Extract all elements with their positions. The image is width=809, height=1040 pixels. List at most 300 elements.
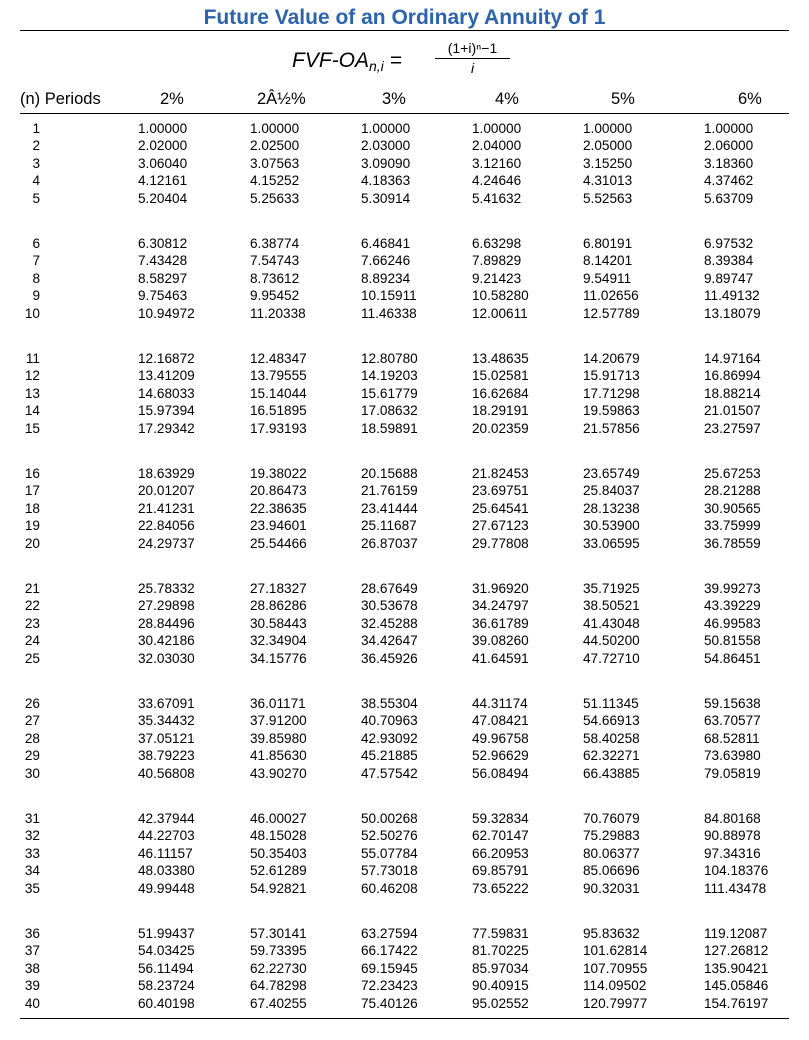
value-cell: 1.00000 [138, 121, 188, 136]
value-cell: 97.34316 [704, 845, 761, 861]
value-cell: 9.54911 [583, 270, 632, 286]
table-row [0, 730, 809, 747]
value-cell: 23.41444 [361, 500, 418, 516]
value-cell: 50.00268 [361, 811, 418, 826]
value-cell: 13.18079 [704, 305, 761, 321]
table-row [0, 827, 809, 844]
table-row [0, 535, 809, 552]
table-row [0, 650, 809, 667]
table-row [0, 765, 809, 782]
fraction-bar [435, 58, 510, 59]
value-cell: 8.14201 [583, 253, 633, 269]
formula [0, 38, 809, 88]
value-cell: 90.88978 [704, 828, 761, 844]
value-cell: 18.88214 [704, 385, 761, 401]
formula-numerator: (1+i)ⁿ−1 [447, 40, 498, 56]
table-row [0, 305, 809, 322]
value-cell: 25.78332 [138, 581, 195, 596]
period-cell: 29 [24, 748, 40, 764]
period-group [0, 120, 809, 235]
table-row [0, 350, 809, 367]
period-cell: 38 [24, 960, 40, 976]
value-cell: 135.90421 [704, 960, 769, 976]
period-cell: 23 [24, 615, 40, 631]
value-cell: 1.00000 [583, 121, 633, 136]
value-cell: 54.03425 [138, 943, 195, 959]
value-cell: 37.91200 [250, 713, 307, 729]
value-cell: 4.12161 [138, 173, 188, 189]
value-cell: 101.62814 [583, 943, 648, 959]
value-cell: 10.15911 [361, 288, 417, 304]
period-cell: 25 [24, 650, 40, 666]
value-cell: 119.12087 [704, 926, 768, 941]
value-cell: 68.52811 [704, 730, 760, 746]
value-cell: 30.53900 [583, 518, 640, 534]
period-cell: 19 [24, 518, 40, 534]
value-cell: 58.23724 [138, 978, 195, 994]
value-cell: 34.15776 [250, 650, 307, 666]
column-header-rate: 2% [160, 90, 184, 108]
value-cell: 66.20953 [472, 845, 529, 861]
value-cell: 18.29191 [472, 403, 529, 419]
period-cell: 11 [25, 351, 40, 366]
value-cell: 27.18327 [250, 581, 307, 596]
value-cell: 42.93092 [361, 730, 418, 746]
value-cell: 20.02359 [472, 420, 529, 436]
period-cell: 21 [24, 581, 40, 596]
value-cell: 41.64591 [472, 650, 529, 666]
value-cell: 52.96629 [472, 748, 529, 764]
value-cell: 14.19203 [361, 368, 418, 384]
table-row [0, 172, 809, 189]
column-header-rate: 4% [495, 90, 519, 108]
table-row [0, 155, 809, 172]
top-rule [20, 30, 789, 31]
value-cell: 30.42186 [138, 633, 195, 649]
value-cell: 19.38022 [250, 466, 307, 481]
value-cell: 23.69751 [472, 483, 529, 499]
value-cell: 54.86451 [704, 650, 761, 666]
value-cell: 30.53678 [361, 598, 418, 614]
period-cell: 8 [32, 270, 40, 286]
value-cell: 54.66913 [583, 713, 640, 729]
value-cell: 75.40126 [361, 995, 418, 1011]
value-cell: 15.97394 [138, 403, 195, 419]
period-cell: 22 [24, 598, 40, 614]
table-row [0, 137, 809, 154]
value-cell: 32.34904 [250, 633, 307, 649]
value-cell: 79.05819 [704, 765, 761, 781]
period-cell: 6 [32, 236, 40, 251]
period-cell: 18 [24, 500, 40, 516]
value-cell: 4.24646 [472, 173, 522, 189]
table-header [0, 88, 809, 110]
value-cell: 2.03000 [361, 138, 411, 154]
value-cell: 25.64541 [472, 500, 529, 516]
value-cell: 60.46208 [361, 880, 418, 896]
period-cell: 24 [24, 633, 40, 649]
value-cell: 17.29342 [138, 420, 195, 436]
value-cell: 11.49132 [704, 288, 760, 304]
value-cell: 2.04000 [472, 138, 522, 154]
column-header-rate: 5% [611, 90, 635, 108]
value-cell: 80.06377 [583, 845, 640, 861]
value-cell: 3.18360 [704, 155, 754, 171]
table-row [0, 270, 809, 287]
value-cell: 15.91713 [583, 368, 640, 384]
value-cell: 62.22730 [250, 960, 307, 976]
value-cell: 1.00000 [472, 121, 522, 136]
formula-fraction [435, 39, 510, 76]
table-row [0, 695, 809, 712]
value-cell: 14.68033 [138, 385, 195, 401]
period-cell: 12 [24, 368, 40, 384]
value-cell: 21.82453 [472, 466, 529, 481]
formula-lhs-main: FVF-OA [292, 49, 369, 72]
value-cell: 38.79223 [138, 748, 195, 764]
table-row [0, 845, 809, 862]
value-cell: 9.95452 [250, 288, 300, 304]
period-cell: 9 [32, 288, 40, 304]
value-cell: 21.57856 [583, 420, 640, 436]
value-cell: 40.56808 [138, 765, 195, 781]
value-cell: 12.57789 [583, 305, 640, 321]
value-cell: 1.00000 [361, 121, 411, 136]
value-cell: 90.32031 [583, 880, 640, 896]
value-cell: 9.89747 [704, 270, 754, 286]
value-cell: 4.18363 [361, 173, 411, 189]
value-cell: 5.30914 [361, 190, 411, 206]
value-cell: 6.38774 [250, 236, 300, 251]
value-cell: 107.70955 [583, 960, 648, 976]
value-cell: 7.66246 [361, 253, 411, 269]
value-cell: 12.00611 [472, 305, 528, 321]
period-group [0, 350, 809, 465]
period-group [0, 925, 809, 1040]
table-row [0, 597, 809, 614]
value-cell: 145.05846 [704, 978, 769, 994]
value-cell: 21.41231 [138, 500, 195, 516]
period-cell: 30 [24, 765, 40, 781]
table-row [0, 862, 809, 879]
table-row [0, 942, 809, 959]
value-cell: 25.11687 [361, 518, 417, 534]
value-cell: 22.38635 [250, 500, 307, 516]
table-row [0, 810, 809, 827]
value-cell: 2.02500 [250, 138, 300, 154]
period-cell: 14 [24, 403, 40, 419]
value-cell: 59.73395 [250, 943, 307, 959]
value-cell: 50.35403 [250, 845, 307, 861]
value-cell: 2.06000 [704, 138, 754, 154]
value-cell: 8.89234 [361, 270, 411, 286]
table-row [0, 500, 809, 517]
value-cell: 47.08421 [472, 713, 529, 729]
value-cell: 13.79555 [250, 368, 307, 384]
period-cell: 33 [24, 845, 40, 861]
value-cell: 59.32834 [472, 811, 529, 826]
value-cell: 20.86473 [250, 483, 307, 499]
period-cell: 40 [24, 995, 40, 1011]
period-cell: 3 [32, 155, 40, 171]
bottom-rule [20, 1018, 789, 1019]
value-cell: 46.00027 [250, 811, 307, 826]
period-cell: 26 [24, 696, 40, 711]
period-cell: 1 [32, 121, 40, 136]
value-cell: 73.65222 [472, 880, 529, 896]
table-row [0, 287, 809, 304]
period-cell: 16 [24, 466, 40, 481]
period-cell: 31 [24, 811, 40, 826]
value-cell: 63.70577 [704, 713, 761, 729]
value-cell: 9.21423 [472, 270, 522, 286]
formula-lhs [292, 48, 402, 79]
value-cell: 3.09090 [361, 155, 411, 171]
formula-equals: = [383, 49, 402, 72]
value-cell: 11.46338 [361, 305, 417, 321]
value-cell: 95.83632 [583, 926, 640, 941]
table-row [0, 385, 809, 402]
period-cell: 34 [24, 863, 40, 879]
value-cell: 15.02581 [472, 368, 529, 384]
value-cell: 28.86286 [250, 598, 307, 614]
formula-lhs-subscript: n,i [369, 58, 384, 74]
value-cell: 32.03030 [138, 650, 195, 666]
value-cell: 28.84496 [138, 615, 195, 631]
value-cell: 69.85791 [472, 863, 529, 879]
value-cell: 56.08494 [472, 765, 529, 781]
table-row [0, 880, 809, 897]
value-cell: 59.15638 [704, 696, 761, 711]
value-cell: 39.85980 [250, 730, 307, 746]
value-cell: 10.58280 [472, 288, 529, 304]
value-cell: 12.16872 [138, 351, 195, 366]
value-cell: 20.01207 [138, 483, 195, 499]
value-cell: 25.54466 [250, 535, 307, 551]
period-cell: 32 [24, 828, 40, 844]
value-cell: 3.07563 [250, 155, 300, 171]
period-cell: 13 [24, 385, 40, 401]
value-cell: 35.34432 [138, 713, 195, 729]
table-body [0, 120, 809, 1040]
value-cell: 73.63980 [704, 748, 761, 764]
value-cell: 8.73612 [250, 270, 300, 286]
table-row [0, 712, 809, 729]
value-cell: 8.58297 [138, 270, 188, 286]
value-cell: 38.55304 [361, 696, 418, 711]
period-cell: 17 [24, 483, 40, 499]
value-cell: 40.70963 [361, 713, 418, 729]
period-cell: 7 [32, 253, 40, 269]
value-cell: 18.59891 [361, 420, 418, 436]
value-cell: 5.41632 [472, 190, 522, 206]
value-cell: 63.27594 [361, 926, 418, 941]
value-cell: 25.84037 [583, 483, 640, 499]
period-cell: 15 [24, 420, 40, 436]
table-row [0, 420, 809, 437]
value-cell: 84.80168 [704, 811, 761, 826]
value-cell: 16.86994 [704, 368, 761, 384]
value-cell: 28.67649 [361, 581, 418, 596]
value-cell: 16.62684 [472, 385, 529, 401]
period-cell: 39 [24, 978, 40, 994]
value-cell: 42.37944 [138, 811, 195, 826]
column-header-rate: 2Â½% [257, 90, 306, 108]
period-cell: 20 [24, 535, 40, 551]
value-cell: 46.99583 [704, 615, 761, 631]
value-cell: 47.72710 [583, 650, 640, 666]
value-cell: 31.96920 [472, 581, 529, 596]
value-cell: 13.48635 [472, 351, 529, 366]
value-cell: 32.45288 [361, 615, 418, 631]
value-cell: 24.29737 [138, 535, 195, 551]
value-cell: 4.37462 [704, 173, 754, 189]
value-cell: 77.59831 [472, 926, 529, 941]
value-cell: 44.31174 [472, 696, 528, 711]
value-cell: 3.15250 [583, 155, 633, 171]
period-cell: 36 [24, 926, 40, 941]
value-cell: 33.75999 [704, 518, 761, 534]
value-cell: 54.92821 [250, 880, 307, 896]
value-cell: 33.06595 [583, 535, 640, 551]
period-group [0, 810, 809, 925]
table-row [0, 190, 809, 207]
value-cell: 95.02552 [472, 995, 529, 1011]
value-cell: 4.15252 [250, 173, 300, 189]
value-cell: 14.97164 [704, 351, 761, 366]
period-group [0, 235, 809, 350]
value-cell: 62.70147 [472, 828, 529, 844]
value-cell: 41.43048 [583, 615, 640, 631]
table-row [0, 465, 809, 482]
table-row [0, 615, 809, 632]
table-row [0, 925, 809, 942]
table-row [0, 120, 809, 137]
value-cell: 6.97532 [704, 236, 754, 251]
value-cell: 66.43885 [583, 765, 640, 781]
value-cell: 19.59863 [583, 403, 640, 419]
value-cell: 154.76197 [704, 995, 769, 1011]
period-group [0, 695, 809, 810]
value-cell: 3.06040 [138, 155, 188, 171]
value-cell: 14.20679 [583, 351, 640, 366]
value-cell: 23.27597 [704, 420, 761, 436]
value-cell: 127.26812 [704, 943, 769, 959]
value-cell: 11.20338 [250, 305, 306, 321]
value-cell: 30.90565 [704, 500, 761, 516]
value-cell: 26.87037 [361, 535, 418, 551]
value-cell: 15.14044 [250, 385, 307, 401]
value-cell: 43.39229 [704, 598, 761, 614]
value-cell: 8.39384 [704, 253, 754, 269]
value-cell: 51.99437 [138, 926, 195, 941]
value-cell: 37.05121 [138, 730, 195, 746]
value-cell: 7.43428 [138, 253, 188, 269]
value-cell: 57.73018 [361, 863, 418, 879]
value-cell: 67.40255 [250, 995, 307, 1011]
value-cell: 17.93193 [250, 420, 307, 436]
period-cell: 37 [24, 943, 40, 959]
table-row [0, 632, 809, 649]
value-cell: 9.75463 [138, 288, 188, 304]
value-cell: 52.61289 [250, 863, 307, 879]
value-cell: 17.08632 [361, 403, 418, 419]
value-cell: 6.30812 [138, 236, 188, 251]
value-cell: 7.54743 [250, 253, 300, 269]
value-cell: 23.94601 [250, 518, 307, 534]
value-cell: 90.40915 [472, 978, 529, 994]
value-cell: 41.85630 [250, 748, 307, 764]
value-cell: 10.94972 [138, 305, 195, 321]
value-cell: 3.12160 [472, 155, 522, 171]
value-cell: 49.96758 [472, 730, 529, 746]
table-row [0, 252, 809, 269]
value-cell: 16.51895 [250, 403, 307, 419]
value-cell: 5.52563 [583, 190, 633, 206]
value-cell: 47.57542 [361, 765, 418, 781]
value-cell: 38.50521 [583, 598, 640, 614]
value-cell: 36.01171 [250, 696, 306, 711]
value-cell: 69.15945 [361, 960, 418, 976]
page-title: Future Value of an Ordinary Annuity of 1 [203, 6, 606, 29]
value-cell: 13.41209 [138, 368, 195, 384]
value-cell: 66.17422 [361, 943, 418, 959]
value-cell: 120.79977 [583, 995, 648, 1011]
period-cell: 5 [32, 190, 40, 206]
period-group [0, 580, 809, 695]
value-cell: 4.31013 [583, 173, 633, 189]
table-row [0, 482, 809, 499]
value-cell: 45.21885 [361, 748, 418, 764]
value-cell: 18.63929 [138, 466, 195, 481]
value-cell: 43.90270 [250, 765, 307, 781]
value-cell: 58.40258 [583, 730, 640, 746]
value-cell: 11.02656 [583, 288, 639, 304]
value-cell: 72.23423 [361, 978, 418, 994]
value-cell: 23.65749 [583, 466, 640, 481]
value-cell: 1.00000 [704, 121, 754, 136]
value-cell: 62.32271 [583, 748, 640, 764]
value-cell: 85.97034 [472, 960, 529, 976]
value-cell: 30.58443 [250, 615, 307, 631]
value-cell: 34.24797 [472, 598, 529, 614]
value-cell: 39.08260 [472, 633, 529, 649]
value-cell: 36.45926 [361, 650, 418, 666]
header-rule [20, 113, 789, 114]
column-header-rate: 6% [738, 90, 762, 108]
value-cell: 51.11345 [583, 696, 639, 711]
value-cell: 36.78559 [704, 535, 761, 551]
value-cell: 5.63709 [704, 190, 754, 206]
value-cell: 27.29898 [138, 598, 195, 614]
value-cell: 34.42647 [361, 633, 418, 649]
value-cell: 1.00000 [250, 121, 300, 136]
column-header-periods: (n) Periods [20, 90, 101, 108]
table-row [0, 977, 809, 994]
value-cell: 6.63298 [472, 236, 522, 251]
period-cell: 27 [24, 713, 40, 729]
value-cell: 48.03380 [138, 863, 195, 879]
value-cell: 70.76079 [583, 811, 640, 826]
value-cell: 28.13238 [583, 500, 640, 516]
table-row [0, 402, 809, 419]
period-cell: 28 [24, 730, 40, 746]
value-cell: 39.99273 [704, 581, 761, 596]
table-row [0, 235, 809, 252]
value-cell: 85.06696 [583, 863, 640, 879]
value-cell: 15.61779 [361, 385, 418, 401]
period-cell: 2 [32, 138, 40, 154]
